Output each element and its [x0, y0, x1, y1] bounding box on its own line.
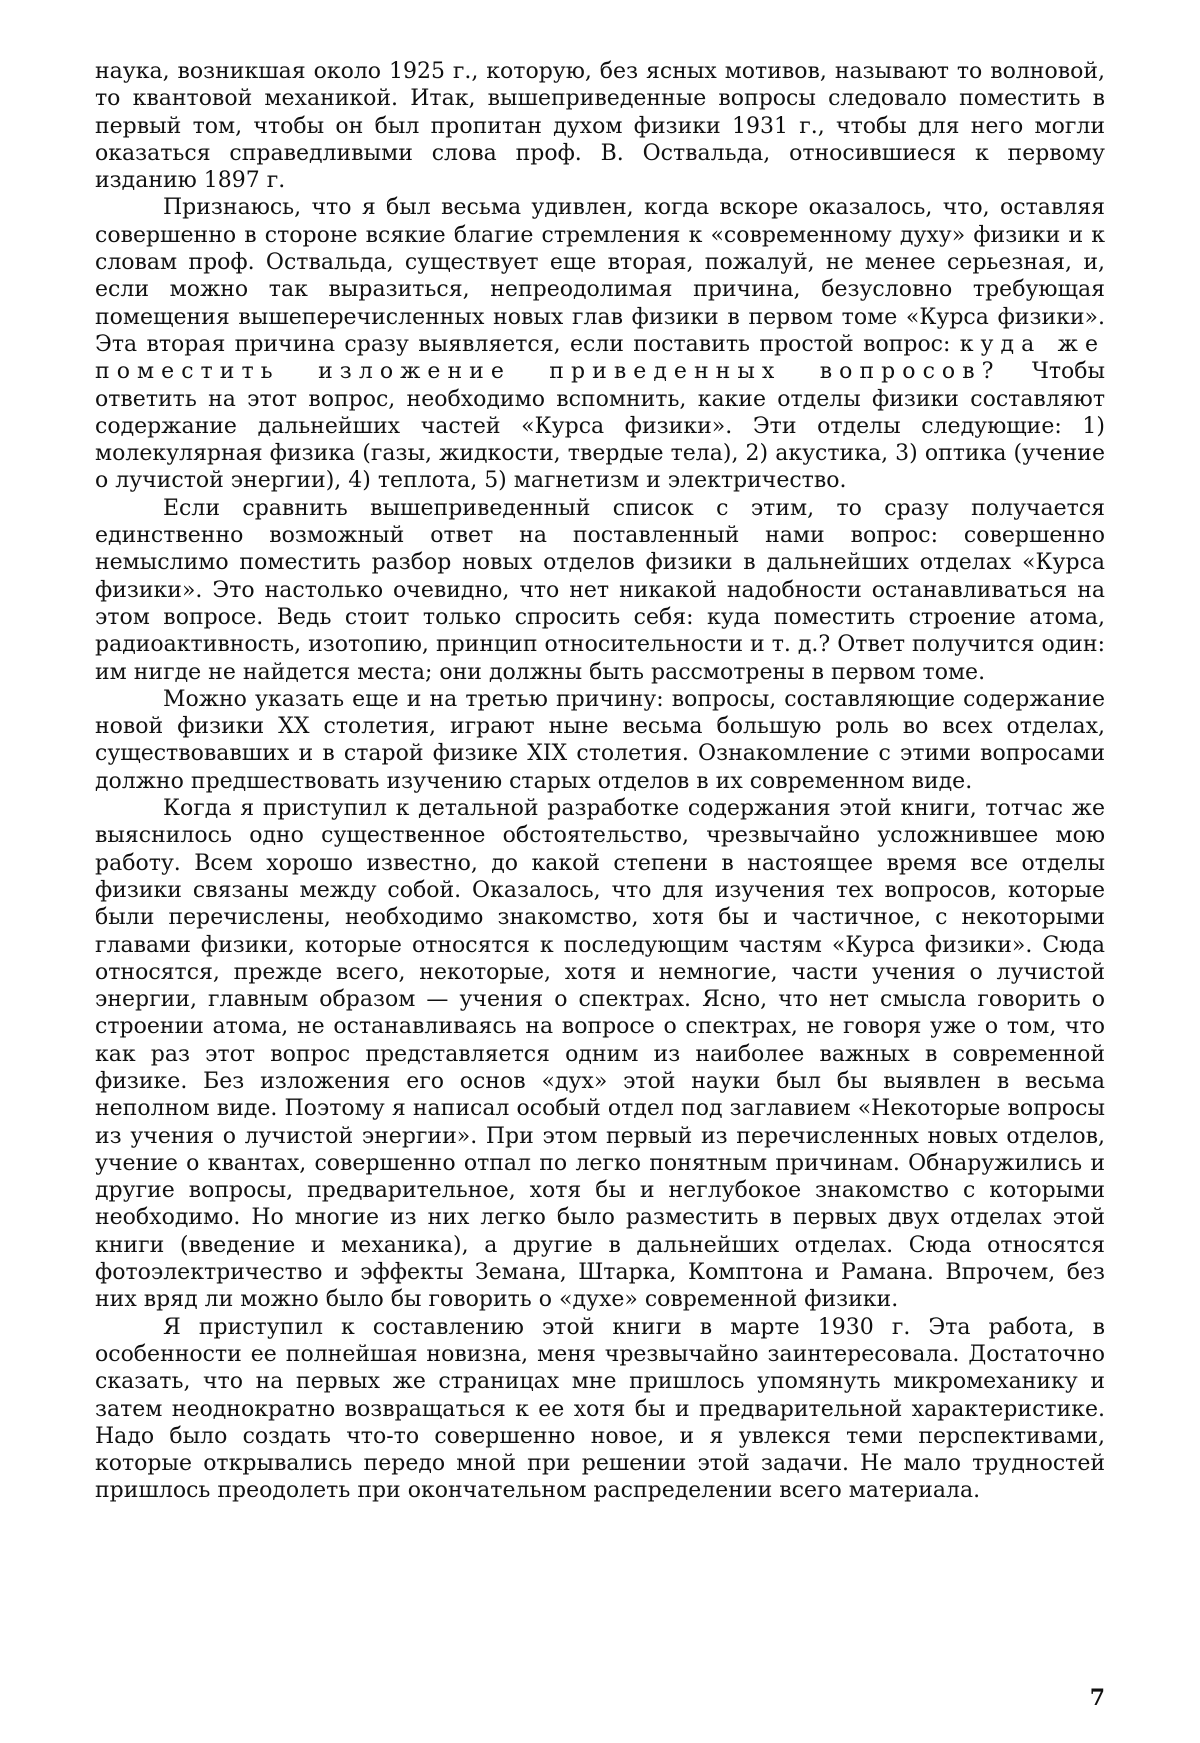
paragraph-1: наука, возникшая около 1925 г., которую, без ясных мотивов, называют то волновой, то квантовой механикой. Итак, вышеприведенные вопросы следовало поместить в первый том, чтобы он был пропитан духом физики 1931 г., чтобы для него могли оказаться справедливыми слова проф. В. Оствальда, относившиеся к первому изданию 1897 г. — [95, 59, 1105, 194]
paragraph-2-spaced-question: куда же поместить изложение приведенных вопросов? — [95, 331, 1105, 385]
paragraph-2-text-before: Признаюсь, что я был весьма удивлен, когда вскоре оказалось, что, оставляя совершенно в стороне всякие благие стремления к «современному духу» физики и к словам проф. Оствальда, существует еще вторая, пожалуй, не менее серьезная, и, если можно так выразиться, непреодолимая причина, безусловно требующая помещения вышеперечисленных новых глав физики в первом томе «Курса физики». Эта вторая причина сразу выявляется, если поставить простой вопрос: — [95, 195, 1105, 357]
paragraph-3: Если сравнить вышеприведенный список с этим, то сразу получается единственно возможный ответ на поставленный нами вопрос: совершенно немыслимо поместить разбор новых отделов физики в дальнейших отделах «Курса физики». Это настолько очевидно, что нет никакой надобности останавливаться на этом вопросе. Ведь стоит только спросить себя: куда поместить строение атома, радиоактивность, изотопию, принцип относительности и т. д.? Ответ получится один: им нигде не найдется места; они должны быть рассмотрены в первом томе. — [95, 495, 1105, 685]
body-text — [95, 58, 1105, 1505]
paragraph-6: Я приступил к составлению этой книги в марте 1930 г. Эта работа, в особенности ее полнейшая новизна, меня чрезвычайно заинтересовала. Достаточно сказать, что на первых же страницах мне пришлось упомянуть микромеханику и затем неоднократно возвращаться к ее хотя бы и предварительной характеристике. Надо было создать что-то совершенно новое, и я увлекся теми перспективами, которые открывались передо мной при решении этой задачи. Не мало трудностей пришлось преодолеть при окончательном распределении всего материала. — [95, 1314, 1105, 1504]
paragraph-4: Можно указать еще и на третью причину: вопросы, составляющие содержание новой физики XX столетия, играют ныне весьма большую роль во всех отделах, существовавших и в старой физике XIX столетия. Ознакомление с этими вопросами должно предшествовать изучению старых отделов в их современном виде. — [95, 686, 1105, 794]
page-number: 7 — [1089, 1685, 1105, 1711]
paragraph-2 — [95, 194, 1105, 494]
paragraph-2-text-after: Чтобы ответить на этот вопрос, необходимо вспомнить, какие отделы физики составляют содержание дальнейших частей «Курса физики». Эти отделы следующие: 1) молекулярная физика (газы, жидкости, твердые тела), 2) акустика, 3) оптика (учение о лучистой энергии), 4) теплота, 5) магнетизм и электричество. — [95, 359, 1105, 494]
paragraph-5: Когда я приступил к детальной разработке содержания этой книги, тотчас же выяснилось одно существенное обстоятельство, чрезвычайно усложнившее мою работу. Всем хорошо известно, до какой степени в настоящее время все отделы физики связаны между собой. Оказалось, что для изучения тех вопросов, которые были перечислены, необходимо знакомство, хотя бы и частичное, с некоторыми главами физики, которые относятся к последующим частям «Курса физики». Сюда относятся, прежде всего, некоторые, хотя и немногие, части учения о лучистой энергии, главным образом — учения о спектрах. Ясно, что нет смысла говорить о строении атома, не останавливаясь на вопросе о спектрах, не говоря уже о том, что как раз этот вопрос представляется одним из наиболее важных в современной физике. Без изложения его основ «дух» этой науки был бы выявлен в весьма неполном виде. Поэтому я написал особый отдел под заглавием «Некоторые вопросы из учения о лучистой энергии». При этом первый из перечисленных новых отделов, учение о квантах, совершенно отпал по легко понятным причинам. Обнаружились и другие вопросы, предварительное, хотя бы и неглубокое знакомство с которыми необходимо. Но многие из них легко было разместить в первых двух отделах этой книги (введение и механика), а другие в дальнейших отделах. Сюда относятся фотоэлектричество и эффекты Земана, Штарка, Комптона и Рамана. Впрочем, без них вряд ли можно было бы говорить о «духе» современной физики. — [95, 796, 1105, 1313]
